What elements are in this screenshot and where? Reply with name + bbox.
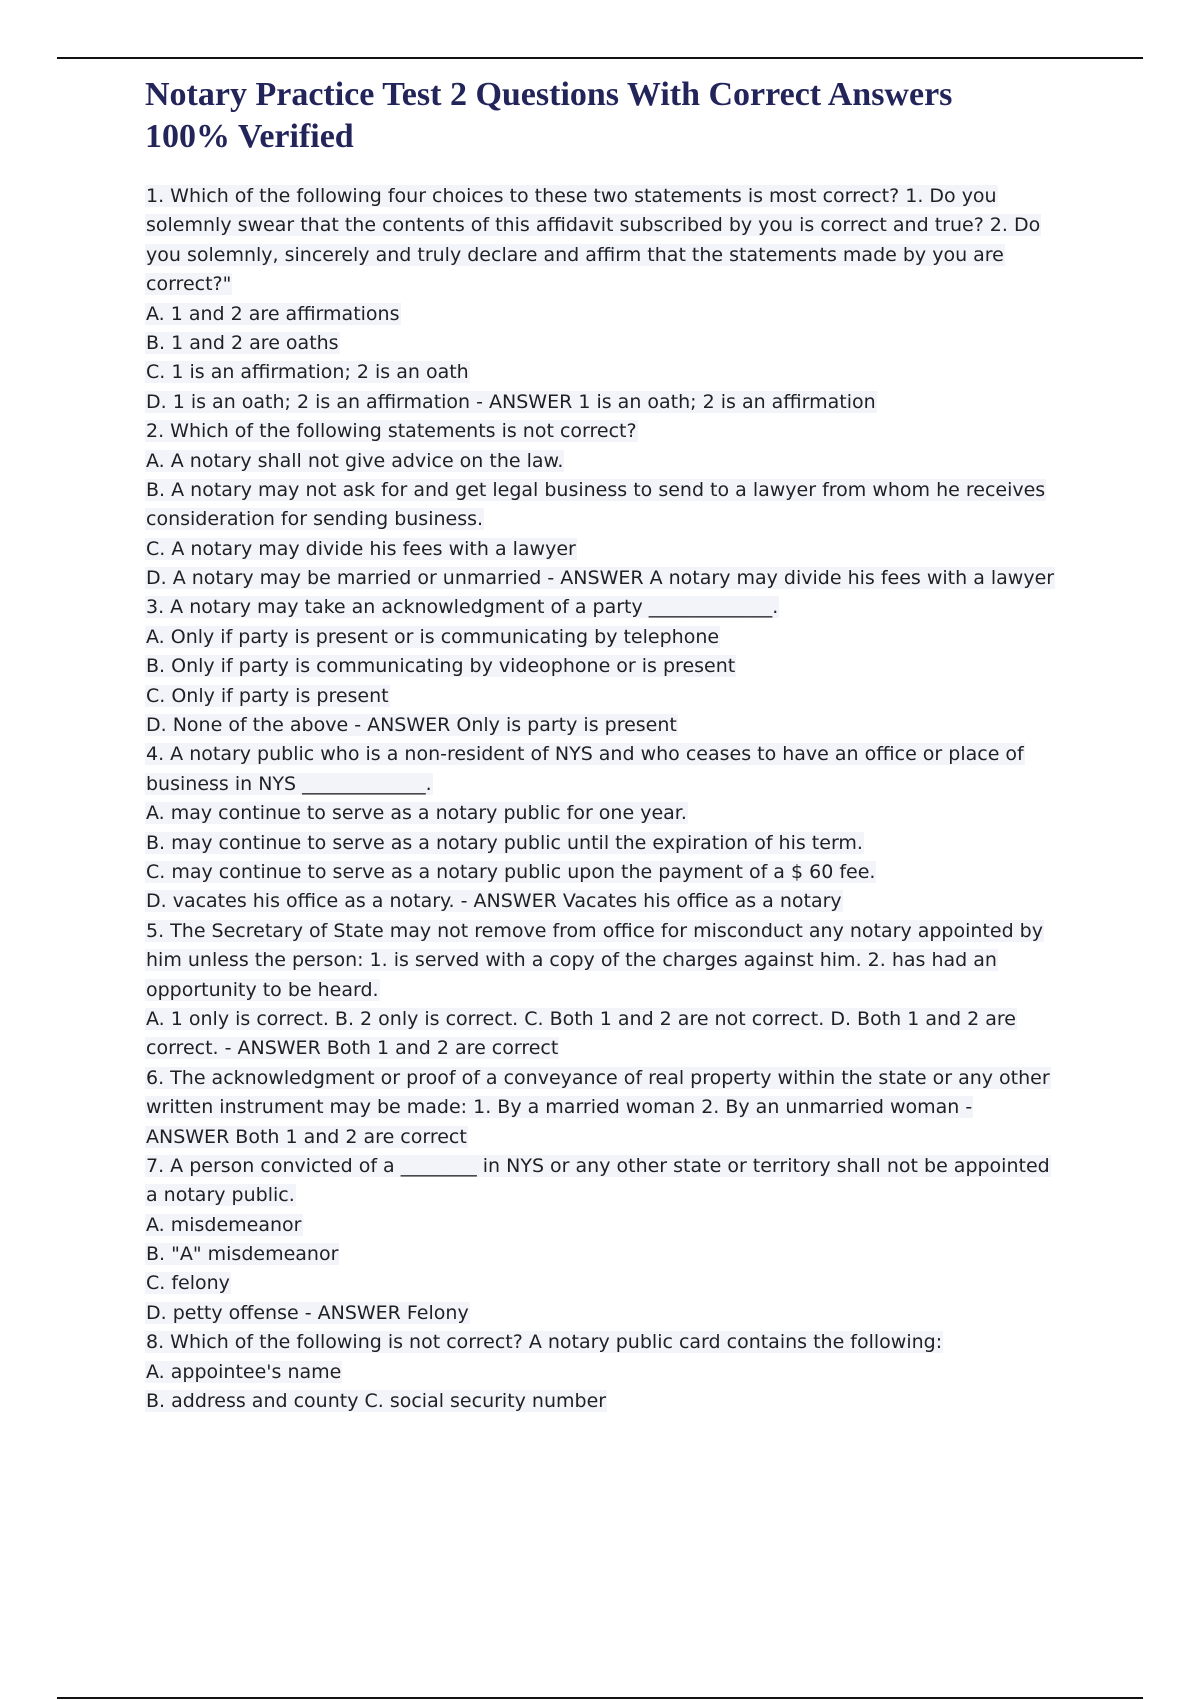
text-line-content: written instrument may be made: 1. By a married woman 2. By an unmarried woman - [146, 1096, 973, 1119]
text-line-content: B. address and county C. social security number [146, 1390, 607, 1413]
text-line-content: B. Only if party is communicating by videophone or is present [146, 655, 736, 678]
text-line [145, 1387, 1085, 1416]
text-line-content: 6. The acknowledgment or proof of a conveyance of real property within the state or any other [146, 1066, 1050, 1089]
text-line [145, 182, 1085, 211]
text-line-content: you solemnly, sincerely and truly declare and affirm that the statements made by you are [146, 243, 1004, 266]
text-line [145, 1240, 1085, 1269]
text-line [145, 270, 1085, 299]
text-line [145, 829, 1085, 858]
text-line-content: A. appointee's name [146, 1360, 342, 1383]
text-line-content: C. Only if party is present [146, 684, 389, 707]
text-line [145, 1299, 1085, 1328]
text-line [145, 1152, 1085, 1181]
text-line [145, 682, 1085, 711]
text-line [145, 329, 1085, 358]
text-line [145, 447, 1085, 476]
text-line-content: B. A notary may not ask for and get legal business to send to a lawyer from whom he receives [146, 478, 1046, 501]
text-line [145, 417, 1085, 446]
text-line [145, 858, 1085, 887]
text-line [145, 593, 1085, 622]
text-line [145, 1123, 1085, 1152]
text-line [145, 476, 1085, 505]
text-line [145, 1269, 1085, 1298]
top-rule [57, 57, 1143, 59]
text-line-content: B. "A" misdemeanor [146, 1243, 339, 1266]
text-line [145, 1064, 1085, 1093]
text-line-content: 1. Which of the following four choices to these two statements is most correct? 1. Do you [146, 185, 997, 207]
text-line-content: 7. A person convicted of a ________ in NYS or any other state or territory shall not be appointed [146, 1154, 1050, 1177]
text-line-content: ANSWER Both 1 and 2 are correct [146, 1125, 467, 1148]
text-line-content: D. None of the above - ANSWER Only is party is present [146, 714, 677, 737]
document-title [145, 74, 1085, 158]
text-line-content: 4. A notary public who is a non-resident of NYS and who ceases to have an office or place of [146, 743, 1024, 766]
text-line [145, 799, 1085, 828]
text-line-content: 2. Which of the following statements is not correct? [146, 420, 637, 443]
text-line [145, 1358, 1085, 1387]
text-line-content: 3. A notary may take an acknowledgment of a party _____________. [146, 596, 779, 619]
text-line [145, 1211, 1085, 1240]
text-line-content: business in NYS _____________. [146, 772, 432, 795]
text-line [145, 740, 1085, 769]
text-line-content: consideration for sending business. [146, 508, 484, 531]
text-line [145, 1034, 1085, 1063]
text-line-content: D. petty offense - ANSWER Felony [146, 1301, 469, 1324]
title-line-2: 100% Verified [145, 118, 354, 155]
text-line-content: a notary public. [146, 1184, 295, 1207]
text-line-content: B. 1 and 2 are oaths [146, 331, 339, 354]
text-line-content: D. 1 is an oath; 2 is an affirmation - ANSWER 1 is an oath; 2 is an affirmation [146, 390, 876, 413]
text-line-content: 5. The Secretary of State may not remove from office for misconduct any notary appointed by [146, 919, 1043, 942]
text-line-content: C. may continue to serve as a notary public upon the payment of a $ 60 fee. [146, 860, 876, 883]
title-line-1: Notary Practice Test 2 Questions With Correct Answers [145, 76, 953, 113]
text-line [145, 946, 1085, 975]
text-line [145, 1005, 1085, 1034]
text-line [145, 623, 1085, 652]
text-line-content: A. 1 only is correct. B. 2 only is correct. C. Both 1 and 2 are not correct. D. Both 1 and 2 are [146, 1007, 1016, 1030]
text-line-content: C. 1 is an affirmation; 2 is an oath [146, 361, 469, 384]
text-line [145, 1328, 1085, 1357]
text-line [145, 211, 1085, 240]
text-line [145, 358, 1085, 387]
text-line-content: C. A notary may divide his fees with a lawyer [146, 537, 576, 560]
text-line [145, 388, 1085, 417]
text-line-content: C. felony [146, 1272, 230, 1295]
text-line-content: A. may continue to serve as a notary public for one year. [146, 802, 687, 825]
text-line [145, 505, 1085, 534]
text-line-content: him unless the person: 1. is served with a copy of the charges against him. 2. has had an [146, 949, 997, 972]
text-line-content: A. misdemeanor [146, 1213, 302, 1236]
text-line [145, 770, 1085, 799]
text-line-content: opportunity to be heard. [146, 978, 379, 1001]
text-line [145, 241, 1085, 270]
document-body [145, 182, 1085, 1416]
text-line [145, 1181, 1085, 1210]
text-line [145, 300, 1085, 329]
bottom-rule [57, 1697, 1143, 1699]
text-line-content: correct. - ANSWER Both 1 and 2 are correct [146, 1037, 559, 1060]
text-line-content: A. A notary shall not give advice on the law. [146, 449, 564, 472]
text-line-content: A. 1 and 2 are affirmations [146, 302, 400, 325]
text-line [145, 887, 1085, 916]
text-line-content: A. Only if party is present or is communicating by telephone [146, 625, 720, 648]
document-page [145, 74, 1085, 1416]
text-line-content: solemnly swear that the contents of this affidavit subscribed by you is correct and true? 2. Do [146, 214, 1041, 237]
text-line-content: D. A notary may be married or unmarried - ANSWER A notary may divide his fees with a lawyer [146, 567, 1055, 590]
text-line-content: 8. Which of the following is not correct? A notary public card contains the following: [146, 1331, 943, 1354]
text-line [145, 711, 1085, 740]
text-line [145, 976, 1085, 1005]
text-line-content: correct?" [146, 273, 232, 296]
text-line [145, 535, 1085, 564]
text-line-content: D. vacates his office as a notary. - ANSWER Vacates his office as a notary [146, 890, 842, 913]
text-line [145, 652, 1085, 681]
text-line [145, 564, 1085, 593]
text-line [145, 1093, 1085, 1122]
text-line-content: B. may continue to serve as a notary public until the expiration of his term. [146, 831, 863, 854]
text-line [145, 917, 1085, 946]
